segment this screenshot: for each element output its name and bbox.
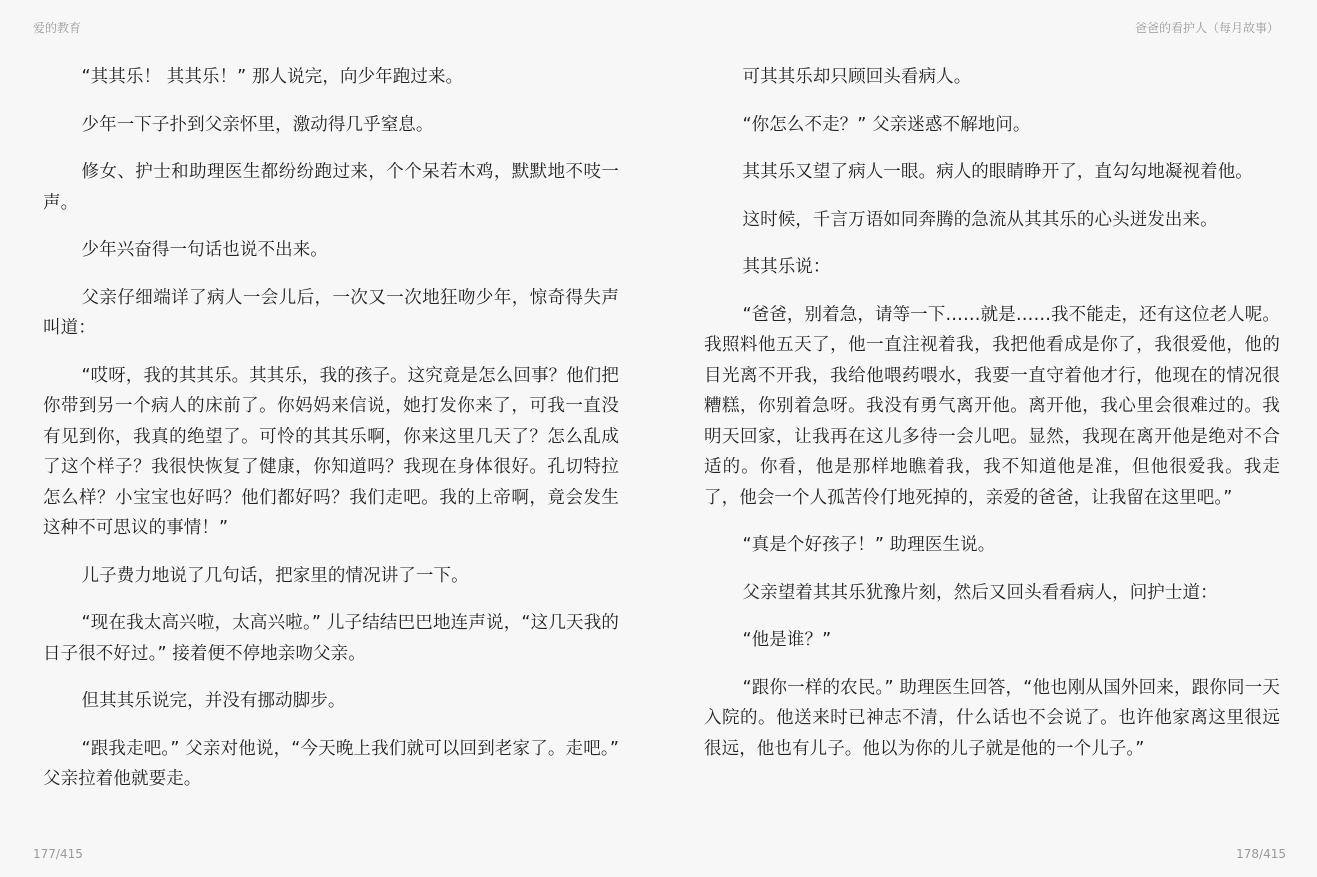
paragraph: 少年兴奋得一句话也说不出来。 [81,240,328,260]
paragraph: 可其其乐却只顾回头看病人。 [742,67,972,87]
paragraph: 少年一下子扑到父亲怀里，激动得几乎窒息。 [81,114,434,135]
paragraph: 其其乐说： [742,257,831,277]
paragraph: “真是个好孩子！” 助理医生说。 [742,535,996,555]
chapter-title: 爸爸的看护人（每月故事） [1134,21,1279,35]
paragraph: 父亲仔细端详了病人一会儿后，一次又一次地狂吻少年，惊奇得失声叫道： [43,287,619,338]
paragraph: “现在我太高兴啦，太高兴啦。” 儿子结结巴巴地连声说，“这几天我的日子很不好过。” 接着便不停地亲吻父亲。 [43,613,619,664]
paragraph: 修女、护士和助理医生都纷纷跑过来，个个呆若木鸡，默默地不吱一声。 [43,162,619,213]
paragraph: “跟我走吧。” 父亲对他说，“今天晚上我们就可以回到老家了。走吧。” 父亲拉着他就要走。 [43,738,619,789]
paragraph: 但其其乐说完，并没有挪动脚步。 [81,691,346,711]
paragraph: “你怎么不走？” 父亲迷惑不解地问。 [742,114,1031,135]
paragraph: 父亲望着其其乐犹豫片刻，然后又回头看看病人，问护士道： [742,582,1218,603]
right-page[interactable] [704,62,1280,781]
paragraph: 其其乐又望了病人一眼。病人的眼睛睁开了，直勾勾地凝视着他。 [742,162,1253,182]
paragraph: 这时候，千言万语如同奔腾的急流从其其乐的心头迸发出来。 [742,209,1218,230]
paragraph: “跟你一样的农民。” 助理医生回答，“他也刚从国外回来，跟你同一天入院的。他送来时已神志不清，什么话也不会说了。也许他家离这里很远很远，他也有儿子。他以为你的儿子就是他的一个儿子。” [704,677,1280,759]
left-page[interactable] [43,62,619,812]
paragraph: “哎呀，我的其其乐。其其乐，我的孩子。这究竟是怎么回事？他们把你带到另一个病人的床前了。你妈妈来信说，她打发你来了，可我一直没有见到你，我真的绝望了。可怜的其其乐啊，你来这里几天了？怎么乱成了这个样子？我很快恢复了健康，你知道吗？我现在身体很好。孔切特拉怎么样？小宝宝也好吗？他们都好吗？我们走吧。我的上帝啊，竟会发生这种不可思议的事情！” [43,365,619,538]
paragraph: “爸爸，别着急，请等一下……就是……我不能走，还有这位老人呢。我照料他五天了，他一直注视着我，我把他看成是你了，我很爱他，他的目光离不开我，我给他喂药喂水，我要一直守着他才行，他现在的情况很糟糕，你别着急呀。我没有勇气离开他。离开他，我心里会很难过的。我明天回家，让我再在这儿多待一会儿吧。显然，我现在离开他是绝对不合适的。你看，他是那样地瞧着我，我不知道他是准，但他很爱我。我走了，他会一个人孤苦伶仃地死掉的，亲爱的爸爸，让我留在这里吧。” [704,304,1280,508]
paragraph: “他是谁？” [742,630,832,650]
right-page-number: 178/415 [1236,847,1286,861]
paragraph: 儿子费力地说了几句话，把家里的情况讲了一下。 [81,565,469,586]
paragraph: “其其乐！ 其其乐！” 那人说完，向少年跑过来。 [81,67,464,87]
left-page-number: 177/415 [33,847,83,861]
book-title: 爱的教育 [33,21,82,35]
